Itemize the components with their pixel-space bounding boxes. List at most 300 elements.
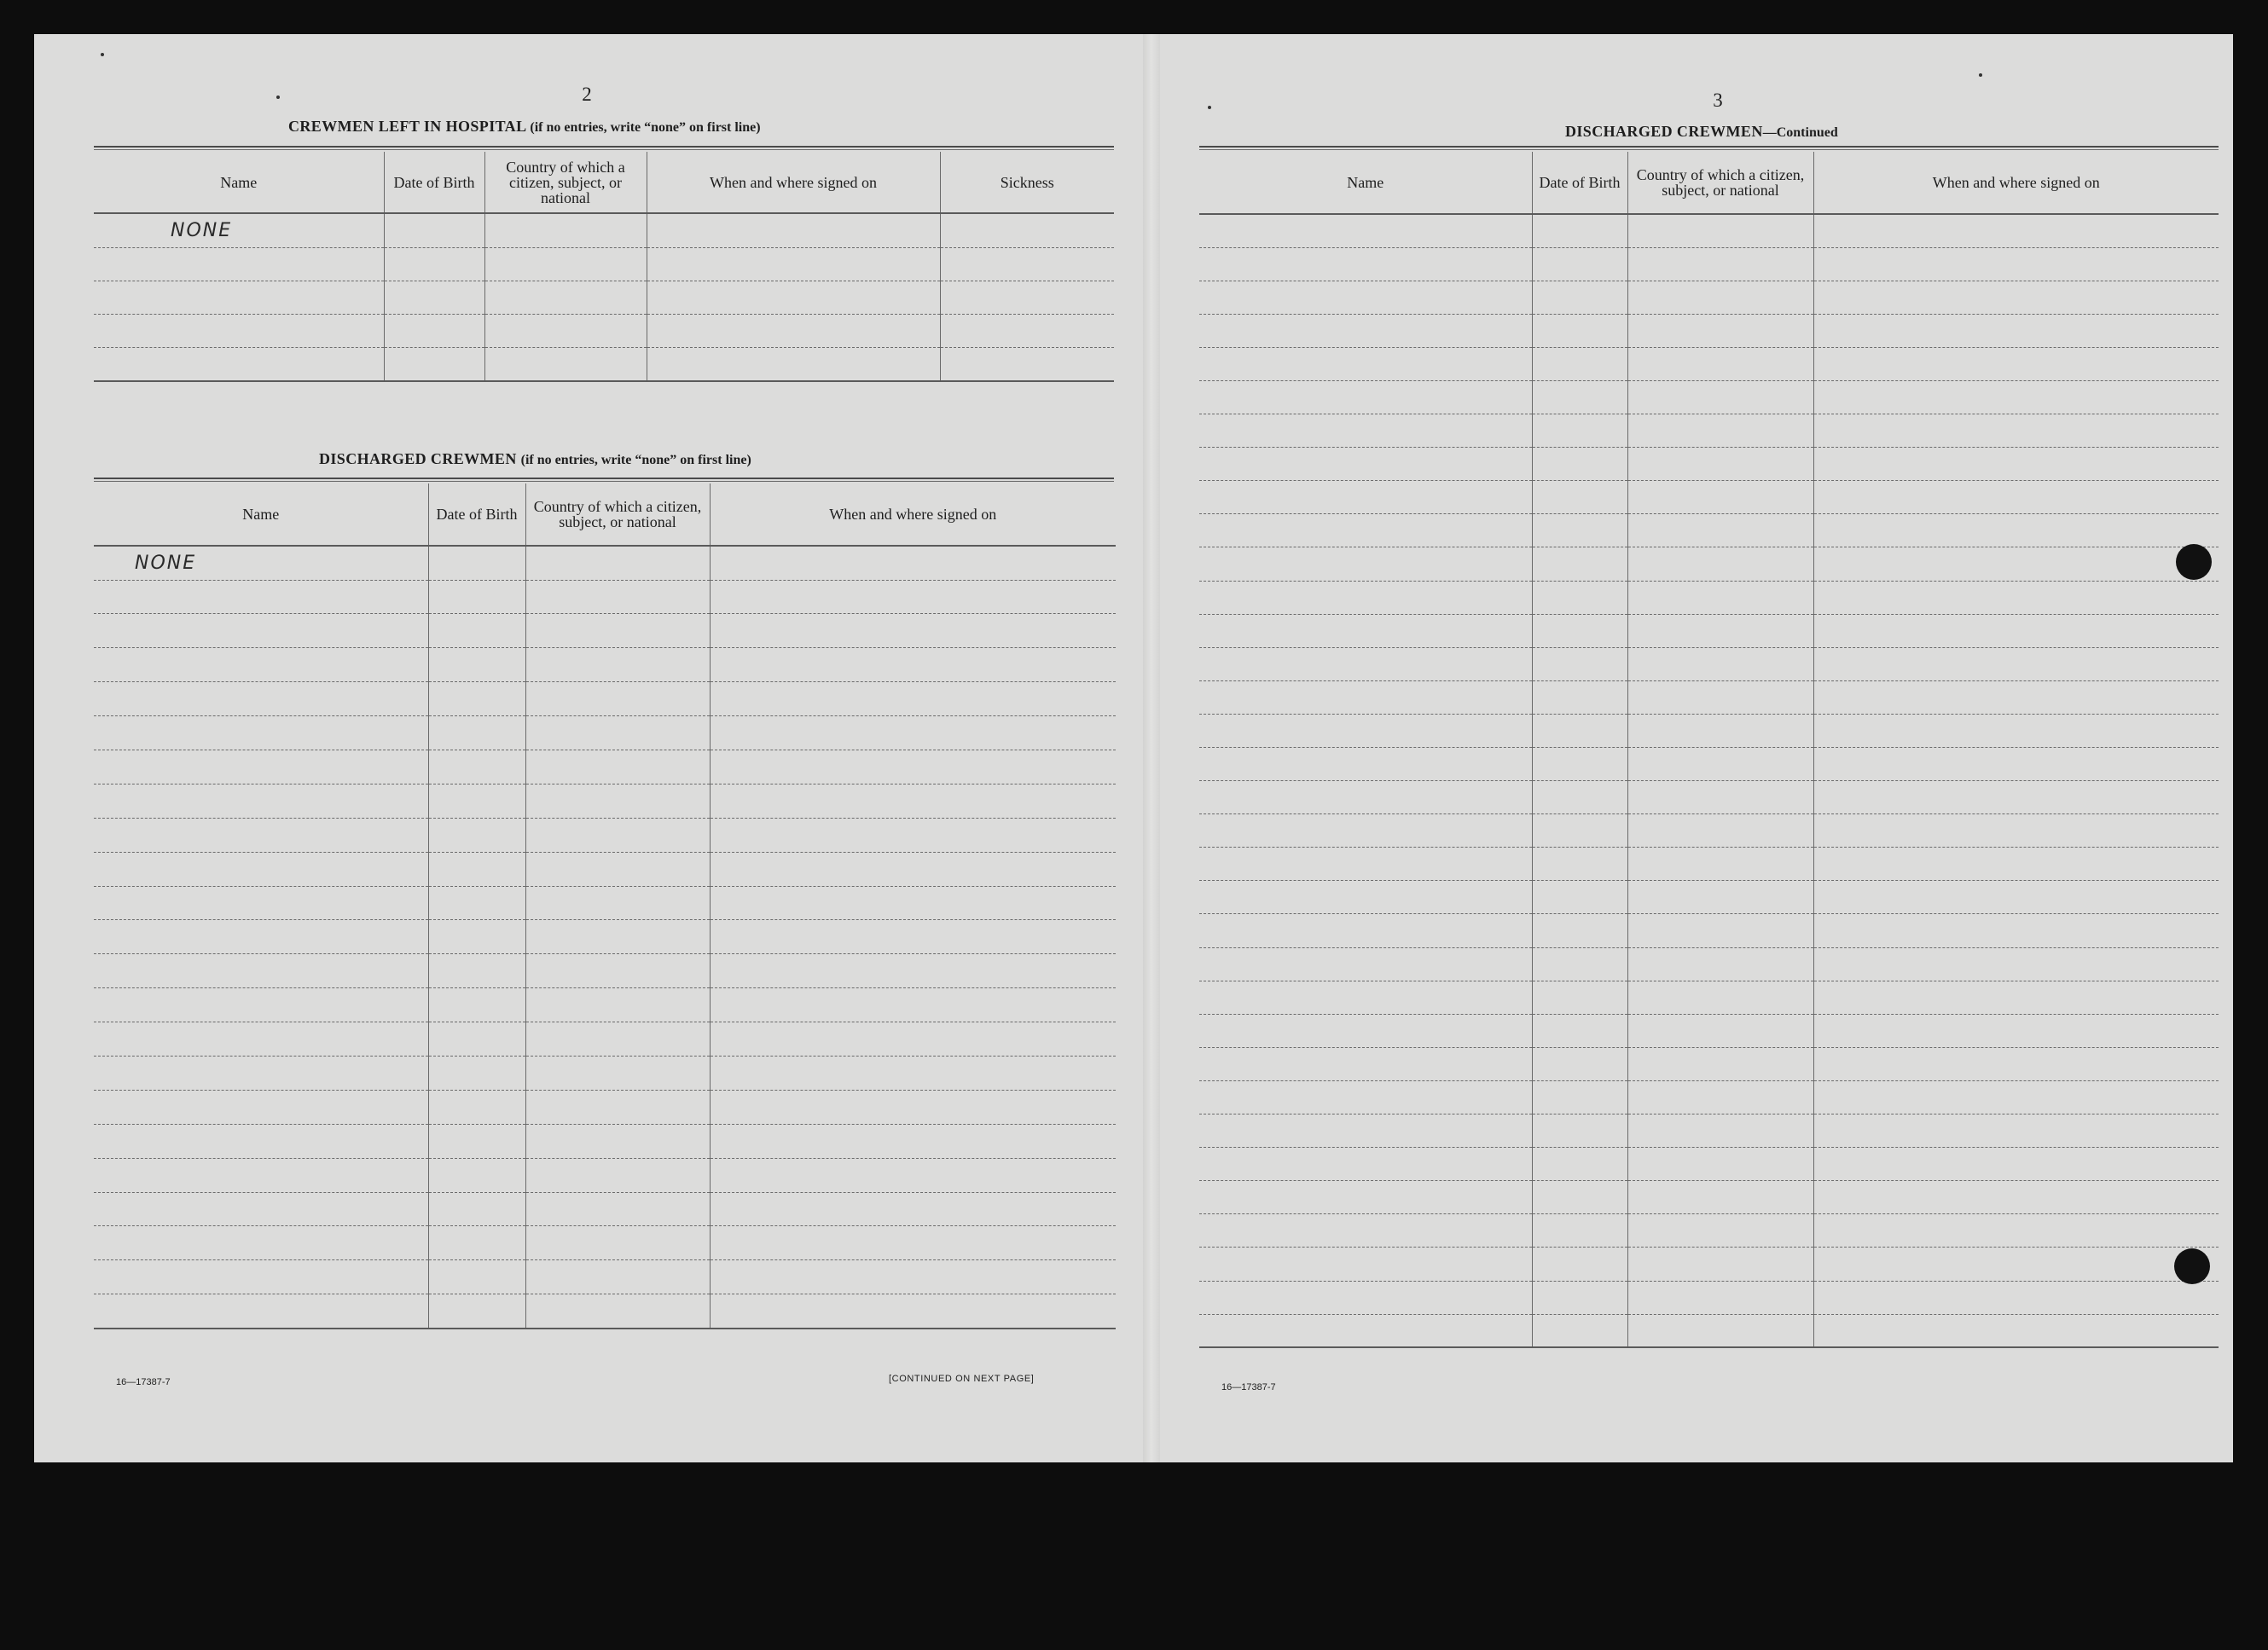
table-row <box>94 920 1116 954</box>
table-cell <box>710 1056 1116 1090</box>
table-cell <box>1532 1314 1627 1347</box>
table-cell <box>1813 1080 2219 1114</box>
table-cell <box>1532 981 1627 1014</box>
table-cell <box>94 1192 428 1226</box>
table-cell <box>94 750 428 784</box>
table-cell <box>1813 1181 2219 1214</box>
table-cell <box>710 1090 1116 1124</box>
double-rule <box>1199 146 2219 150</box>
table-cell <box>1532 1080 1627 1114</box>
table-cell <box>940 281 1114 314</box>
form-number: 16—17387-7 <box>1221 1382 1276 1392</box>
table-cell <box>428 784 525 818</box>
table-cell <box>484 247 647 281</box>
table-cell <box>1627 481 1813 514</box>
column-header-sickness: Sickness <box>940 152 1114 213</box>
table-cell <box>710 988 1116 1022</box>
table-cell <box>1813 680 2219 714</box>
table-row <box>1199 647 2219 680</box>
table-cell <box>428 1192 525 1226</box>
table-cell <box>428 1158 525 1192</box>
table-cell <box>94 954 428 988</box>
table-cell <box>1627 714 1813 747</box>
table-cell <box>428 1294 525 1329</box>
table-cell <box>1627 514 1813 547</box>
table-cell <box>1199 281 1532 314</box>
table-cell <box>647 347 940 381</box>
hospital-note: (if no entries, write “none” on first line) <box>530 120 761 135</box>
table-cell <box>525 1158 710 1192</box>
table-row <box>1199 247 2219 281</box>
table-cell <box>1199 247 1532 281</box>
binder-hole <box>2174 1248 2210 1284</box>
column-header-name: Name <box>1199 152 1532 214</box>
table-row <box>94 1124 1116 1158</box>
table-cell <box>1813 581 2219 614</box>
table-cell <box>1813 714 2219 747</box>
table-cell <box>94 1056 428 1090</box>
table-cell <box>1813 1214 2219 1248</box>
handwritten-entry: NONE <box>94 546 428 580</box>
table-cell <box>525 784 710 818</box>
table-cell <box>525 1294 710 1329</box>
table-row <box>94 1192 1116 1226</box>
table-cell <box>525 852 710 886</box>
table-cell <box>940 247 1114 281</box>
table-cell <box>710 716 1116 750</box>
table-cell <box>710 682 1116 716</box>
table-cell <box>1532 414 1627 448</box>
table-cell <box>1627 1281 1813 1314</box>
table-cell <box>710 546 1116 580</box>
table-cell <box>428 1260 525 1294</box>
table-row <box>1199 380 2219 414</box>
table-cell <box>428 886 525 920</box>
table-cell <box>1627 781 1813 814</box>
table-cell <box>1532 1114 1627 1148</box>
table-row <box>94 1260 1116 1294</box>
table-cell <box>1532 481 1627 514</box>
table-cell <box>1813 281 2219 314</box>
discharged-note: (if no entries, write “none” on first line) <box>520 453 751 467</box>
table-row <box>1199 1314 2219 1347</box>
table-row <box>1199 514 2219 547</box>
table-cell <box>1627 647 1813 680</box>
table-cell <box>484 281 647 314</box>
table-row <box>94 954 1116 988</box>
table-cell <box>1627 281 1813 314</box>
table-cell <box>428 988 525 1022</box>
table-cell <box>710 750 1116 784</box>
table-cell <box>1199 448 1532 481</box>
table-cell <box>1627 314 1813 347</box>
table-cell <box>94 920 428 954</box>
table-cell <box>1627 947 1813 981</box>
table-row <box>1199 1248 2219 1281</box>
table-cell <box>710 614 1116 648</box>
table-row <box>94 614 1116 648</box>
discharged-continued-table <box>1199 152 2219 1348</box>
table-cell <box>1813 1014 2219 1047</box>
table-cell <box>1627 414 1813 448</box>
table-row <box>94 784 1116 818</box>
table-cell <box>1199 1080 1532 1114</box>
table-cell <box>1813 814 2219 848</box>
table-cell <box>940 347 1114 381</box>
table-cell <box>1532 581 1627 614</box>
table-cell <box>1813 314 2219 347</box>
table-row <box>94 546 1116 580</box>
table-row <box>94 1022 1116 1057</box>
table-row <box>1199 781 2219 814</box>
table-cell <box>94 1124 428 1158</box>
table-row <box>1199 347 2219 380</box>
table-cell <box>1199 647 1532 680</box>
table-cell <box>1813 881 2219 914</box>
table-cell <box>1627 848 1813 881</box>
table-cell <box>1627 1014 1813 1047</box>
table-cell <box>1627 1214 1813 1248</box>
table-row <box>94 580 1116 614</box>
table-cell <box>1627 581 1813 614</box>
table-row <box>1199 881 2219 914</box>
table-cell <box>1199 481 1532 514</box>
table-row <box>1199 281 2219 314</box>
table-cell <box>94 1022 428 1057</box>
table-cell <box>710 852 1116 886</box>
table-cell <box>1813 380 2219 414</box>
table-cell <box>1199 1148 1532 1181</box>
table-cell <box>1199 714 1532 747</box>
table-cell <box>710 1022 1116 1057</box>
table-cell <box>1199 914 1532 947</box>
column-header-when-where: When and where signed on <box>710 483 1116 546</box>
table-cell <box>428 1022 525 1057</box>
table-cell <box>1199 547 1532 581</box>
table-cell <box>1199 414 1532 448</box>
left-page <box>34 34 1151 1462</box>
column-header-when-where: When and where signed on <box>1813 152 2219 214</box>
table-cell <box>1199 347 1532 380</box>
table-row <box>1199 1281 2219 1314</box>
table-cell <box>647 314 940 347</box>
table-cell <box>94 1158 428 1192</box>
table-cell <box>710 784 1116 818</box>
table-cell <box>428 852 525 886</box>
table-cell <box>384 347 484 381</box>
table-cell <box>525 1090 710 1124</box>
table-cell <box>525 1056 710 1090</box>
table-cell <box>94 614 428 648</box>
table-cell <box>525 546 710 580</box>
table-cell <box>1627 748 1813 781</box>
table-row <box>1199 914 2219 947</box>
table-cell <box>94 784 428 818</box>
table-cell <box>1627 981 1813 1014</box>
form-number: 16—17387-7 <box>116 1377 171 1387</box>
table-cell <box>647 281 940 314</box>
table-header-row <box>94 483 1116 546</box>
discharged-table <box>94 483 1116 1329</box>
table-cell <box>1813 1248 2219 1281</box>
table-cell <box>647 247 940 281</box>
table-cell <box>1627 347 1813 380</box>
table-cell <box>1199 748 1532 781</box>
table-cell <box>710 1260 1116 1294</box>
table-cell <box>384 314 484 347</box>
table-cell <box>94 347 384 381</box>
table-cell <box>1813 214 2219 247</box>
table-cell <box>710 1124 1116 1158</box>
table-cell <box>94 648 428 682</box>
table-row <box>94 1226 1116 1260</box>
table-row <box>1199 947 2219 981</box>
table-cell <box>1199 614 1532 647</box>
table-cell <box>525 920 710 954</box>
table-cell <box>525 614 710 648</box>
table-cell <box>1813 1314 2219 1347</box>
table-cell <box>1627 914 1813 947</box>
table-cell <box>1627 1148 1813 1181</box>
table-cell <box>94 1260 428 1294</box>
table-cell <box>525 886 710 920</box>
table-cell <box>1199 1114 1532 1148</box>
table-cell <box>1813 1114 2219 1148</box>
table-cell <box>710 886 1116 920</box>
table-cell <box>647 213 940 247</box>
table-cell <box>428 648 525 682</box>
table-cell <box>1532 1014 1627 1047</box>
table-cell <box>1532 1181 1627 1214</box>
table-row <box>94 1294 1116 1329</box>
hospital-title: CREWMEN LEFT IN HOSPITAL <box>288 118 526 135</box>
table-row <box>1199 214 2219 247</box>
table-cell <box>1813 448 2219 481</box>
discharged-continued-section-title <box>1565 123 1838 141</box>
hospital-table <box>94 152 1114 382</box>
table-cell <box>1532 247 1627 281</box>
table-cell <box>428 920 525 954</box>
binder-hole <box>2176 544 2212 580</box>
table-cell <box>1532 1148 1627 1181</box>
table-row <box>94 1090 1116 1124</box>
table-cell <box>710 1294 1116 1329</box>
table-row <box>1199 714 2219 747</box>
table-cell <box>710 580 1116 614</box>
column-header-when-where: When and where signed on <box>647 152 940 213</box>
table-cell <box>94 818 428 852</box>
table-cell <box>428 580 525 614</box>
table-cell <box>1199 814 1532 848</box>
table-row <box>94 213 1114 247</box>
column-header-date-of-birth: Date of Birth <box>1532 152 1627 214</box>
page-number: 3 <box>1713 90 1723 111</box>
table-cell <box>1532 1047 1627 1080</box>
table-cell <box>1627 380 1813 414</box>
table-row <box>94 314 1114 347</box>
table-row <box>1199 547 2219 581</box>
table-cell <box>1199 848 1532 881</box>
table-row <box>1199 981 2219 1014</box>
speck <box>1979 73 1982 77</box>
table-cell <box>1199 1014 1532 1047</box>
table-cell <box>525 716 710 750</box>
table-cell <box>1532 1281 1627 1314</box>
speck <box>1208 106 1211 109</box>
column-header-country: Country of which a citizen, subject, or national <box>1627 152 1813 214</box>
table-cell <box>1199 380 1532 414</box>
page-number: 2 <box>582 84 592 105</box>
column-header-name: Name <box>94 152 384 213</box>
table-cell <box>94 988 428 1022</box>
table-cell <box>94 682 428 716</box>
table-row <box>1199 448 2219 481</box>
table-cell <box>1532 881 1627 914</box>
table-header-row <box>94 152 1114 213</box>
table-row <box>1199 1047 2219 1080</box>
continued-suffix: —Continued <box>1762 125 1838 140</box>
table-cell <box>1199 214 1532 247</box>
table-row <box>1199 481 2219 514</box>
table-cell <box>1532 947 1627 981</box>
table-cell <box>484 213 647 247</box>
table-row <box>1199 1080 2219 1114</box>
table-cell <box>428 954 525 988</box>
table-cell <box>384 213 484 247</box>
table-cell <box>1627 448 1813 481</box>
table-cell <box>94 886 428 920</box>
table-cell <box>1199 1248 1532 1281</box>
table-cell <box>1532 547 1627 581</box>
table-row <box>94 852 1116 886</box>
table-cell <box>1813 414 2219 448</box>
table-cell <box>525 648 710 682</box>
table-cell <box>428 818 525 852</box>
table-cell <box>1532 514 1627 547</box>
column-header-date-of-birth: Date of Birth <box>384 152 484 213</box>
table-cell <box>94 716 428 750</box>
table-cell <box>1627 1248 1813 1281</box>
table-cell <box>1813 514 2219 547</box>
table-cell <box>1532 680 1627 714</box>
table-cell <box>1199 1181 1532 1214</box>
table-row <box>1199 680 2219 714</box>
table-cell <box>1813 914 2219 947</box>
table-cell <box>1532 1248 1627 1281</box>
table-cell <box>428 614 525 648</box>
table-cell <box>1627 1114 1813 1148</box>
table-cell <box>428 750 525 784</box>
double-rule <box>94 146 1114 150</box>
table-row <box>1199 414 2219 448</box>
table-row <box>94 716 1116 750</box>
table-cell <box>428 546 525 580</box>
table-cell <box>428 682 525 716</box>
table-cell <box>1627 547 1813 581</box>
table-cell <box>1532 814 1627 848</box>
table-cell <box>428 1124 525 1158</box>
discharged-section-title <box>319 450 751 468</box>
table-cell <box>384 281 484 314</box>
table-cell <box>428 716 525 750</box>
table-cell <box>1199 947 1532 981</box>
speck <box>276 96 280 99</box>
table-cell <box>1627 881 1813 914</box>
table-cell <box>525 1192 710 1226</box>
table-cell <box>1532 781 1627 814</box>
table-cell <box>1813 1148 2219 1181</box>
table-row <box>1199 614 2219 647</box>
table-row <box>1199 1014 2219 1047</box>
table-row <box>94 886 1116 920</box>
table-cell <box>1813 848 2219 881</box>
table-cell <box>525 1124 710 1158</box>
table-cell <box>1532 714 1627 747</box>
table-cell <box>1627 214 1813 247</box>
hospital-section-title <box>288 118 761 136</box>
table-cell <box>1199 680 1532 714</box>
table-cell <box>940 213 1114 247</box>
column-header-country: Country of which a citizen, subject, or national <box>525 483 710 546</box>
table-cell <box>525 1260 710 1294</box>
table-row <box>94 1056 1116 1090</box>
column-header-country: Country of which a citizen, subject, or national <box>484 152 647 213</box>
table-cell <box>1813 1047 2219 1080</box>
table-cell <box>710 818 1116 852</box>
table-row <box>1199 1114 2219 1148</box>
table-cell <box>1813 947 2219 981</box>
table-cell <box>1627 1080 1813 1114</box>
table-cell <box>94 281 384 314</box>
table-cell <box>710 1226 1116 1260</box>
table-row <box>1199 1148 2219 1181</box>
table-cell <box>1813 1281 2219 1314</box>
table-row <box>94 818 1116 852</box>
table-cell <box>1532 848 1627 881</box>
table-cell <box>1813 647 2219 680</box>
table-row <box>94 1158 1116 1192</box>
table-cell <box>525 1226 710 1260</box>
discharged-continued-title: DISCHARGED CREWMEN <box>1565 123 1763 140</box>
table-cell <box>940 314 1114 347</box>
discharged-title: DISCHARGED CREWMEN <box>319 450 517 467</box>
table-row <box>94 682 1116 716</box>
table-cell <box>525 580 710 614</box>
table-cell <box>525 682 710 716</box>
table-row <box>94 750 1116 784</box>
table-cell <box>1199 1314 1532 1347</box>
table-cell <box>428 1090 525 1124</box>
table-cell <box>710 1192 1116 1226</box>
table-cell <box>94 1090 428 1124</box>
table-cell <box>710 1158 1116 1192</box>
table-row <box>1199 1214 2219 1248</box>
table-row <box>1199 848 2219 881</box>
table-cell <box>525 954 710 988</box>
table-cell <box>94 247 384 281</box>
table-cell <box>525 750 710 784</box>
table-cell <box>484 347 647 381</box>
handwritten-entry: NONE <box>94 213 384 247</box>
table-cell <box>94 314 384 347</box>
table-cell <box>525 988 710 1022</box>
table-cell <box>1627 814 1813 848</box>
continued-note: [CONTINUED ON NEXT PAGE] <box>889 1374 1035 1384</box>
table-cell <box>1813 981 2219 1014</box>
table-cell <box>1199 981 1532 1014</box>
table-row <box>94 247 1114 281</box>
table-cell <box>1532 748 1627 781</box>
